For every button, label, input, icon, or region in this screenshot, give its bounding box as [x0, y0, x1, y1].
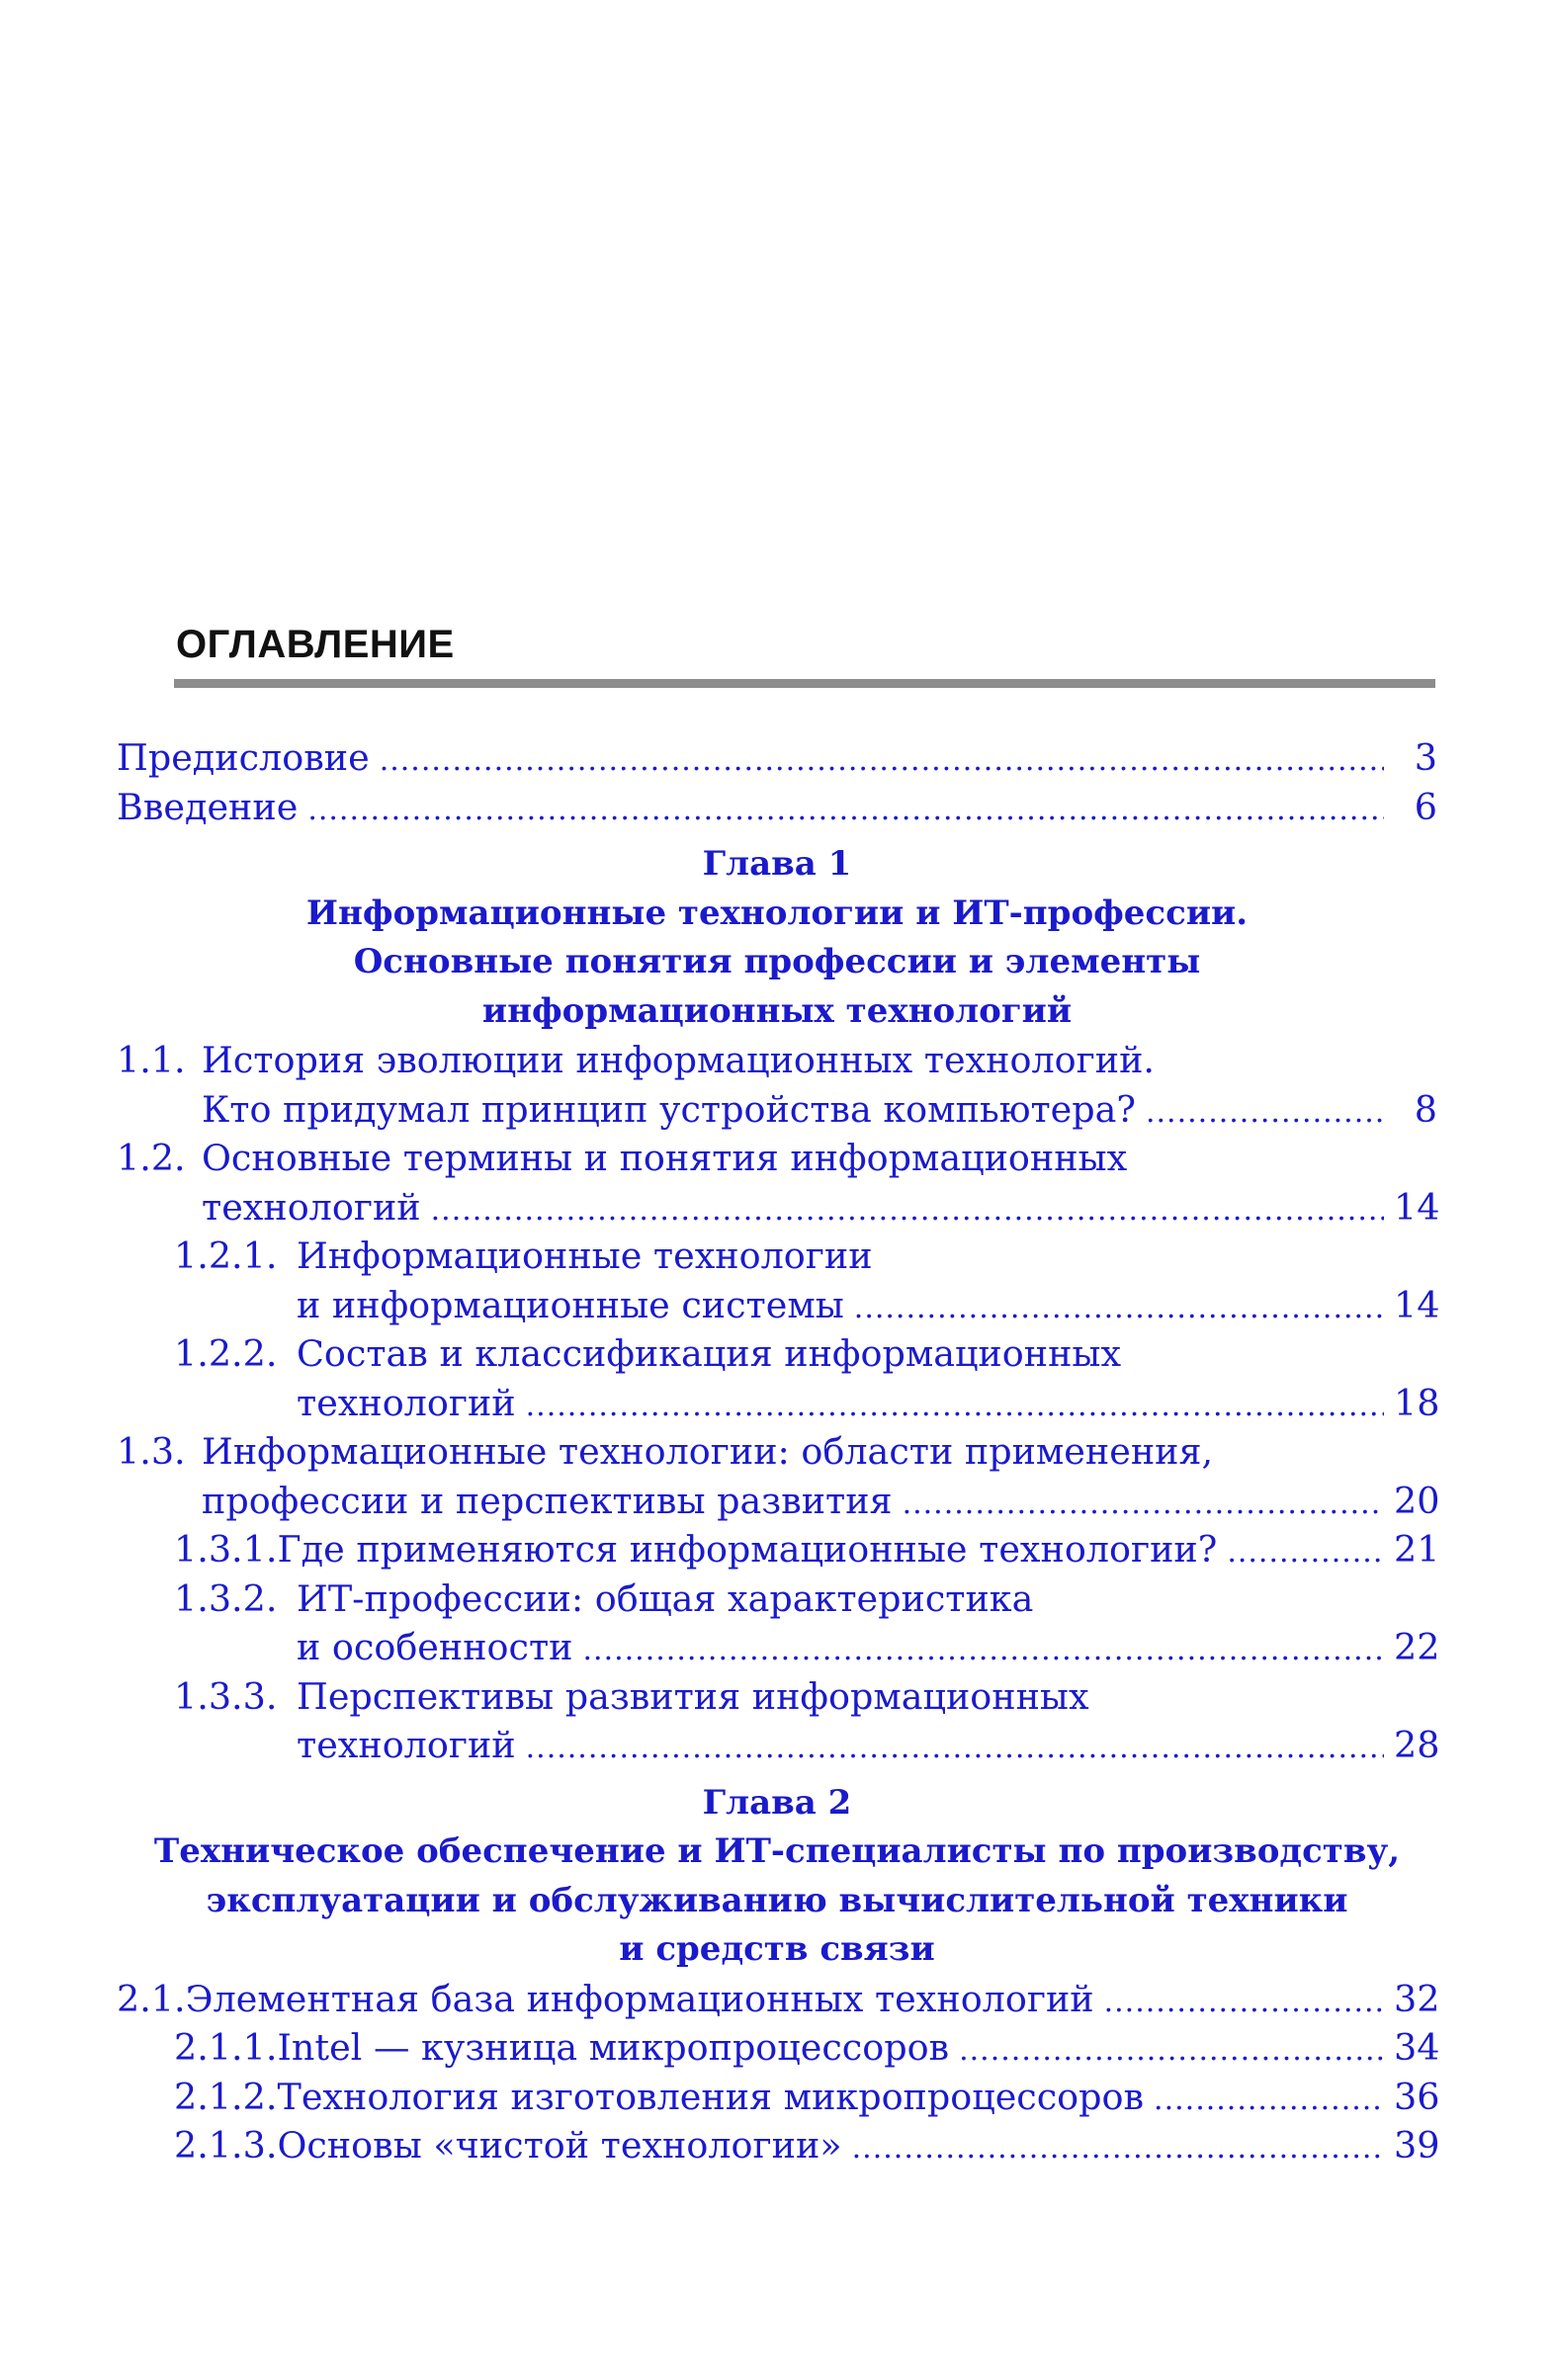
dot-leader	[959, 2026, 1384, 2076]
entry-title-line: технологий	[202, 1185, 421, 1229]
entry-title-line: Перспективы развития информационных	[297, 1674, 1089, 1718]
page-number: 6	[1414, 785, 1437, 828]
page-number: 22	[1394, 1626, 1440, 1668]
entry-title-line: Информационные технологии	[297, 1234, 873, 1277]
chapter-title-line: Основные понятия профессии и элементы	[353, 942, 1201, 981]
entry-number: 1.2.1.	[174, 1234, 278, 1277]
chapter-label: Глава 2	[702, 1782, 852, 1823]
entry-title-line: и информационные системы	[297, 1283, 844, 1326]
toc-entry-1-1[interactable]	[117, 1036, 1437, 1134]
toc-entry-1-2-1[interactable]	[117, 1232, 1440, 1329]
entry-title: Элементная база информационных технологий	[185, 1977, 1094, 2020]
entry-number: 2.1.2.	[174, 2075, 278, 2118]
entry-number: 1.3.3.	[174, 1674, 278, 1718]
entry-title: Основы «чистой технологии»	[277, 2124, 842, 2167]
chapter-title-line: эксплуатации и обслуживанию вычислительной техники	[206, 1880, 1348, 1920]
page-number: 21	[1394, 1528, 1440, 1571]
dot-leader	[583, 1626, 1385, 1675]
entry-number: 1.3.2.	[174, 1576, 278, 1620]
chapter-title-line: и средств связи	[619, 1929, 935, 1969]
chapter-1-heading	[117, 840, 1437, 1036]
toc-entry-introduction[interactable]	[117, 783, 1437, 832]
page-number: 28	[1394, 1724, 1440, 1766]
chapter-title-line: Техническое обеспечение и ИТ-специалисты по производству,	[153, 1831, 1401, 1871]
toc-entry-1-2-2[interactable]	[117, 1329, 1440, 1427]
entry-number: 1.3.1.	[174, 1528, 278, 1571]
page-number: 36	[1394, 2075, 1440, 2118]
dot-leader	[431, 1186, 1384, 1235]
page-number: 39	[1394, 2124, 1440, 2167]
entry-title-line: и особенности	[297, 1626, 573, 1668]
page-number: 32	[1394, 1977, 1440, 2020]
entry-number: 1.1.	[117, 1039, 186, 1081]
entry-title: Intel — кузница микропроцессоров	[277, 2026, 950, 2069]
entry-title-line: Состав и классификация информационных	[297, 1332, 1122, 1375]
dot-leader	[380, 736, 1384, 786]
chapter-title-line: информационных технологий	[481, 990, 1073, 1031]
entry-title-line: Основные термины и понятия информационных	[202, 1137, 1128, 1179]
toc-entry-1-3-3[interactable]	[117, 1672, 1440, 1770]
entry-title: Где применяются информационные технологии?	[277, 1528, 1218, 1571]
entry-title-line: профессии и перспективы развития	[202, 1479, 893, 1522]
page-number: 8	[1414, 1087, 1437, 1131]
entry-number: 2.1.1.	[174, 2026, 278, 2069]
entry-title-line: технологий	[297, 1724, 516, 1766]
entry-title-line: технологий	[297, 1381, 516, 1424]
chapter-2-heading	[117, 1779, 1437, 1975]
entry-title-line: Кто придумал принцип устройства компьютера?	[202, 1087, 1136, 1131]
toc-heading: ОГЛАВЛЕНИЕ	[176, 623, 455, 666]
entry-title-line: Информационные технологии: области применения,	[202, 1430, 1214, 1473]
page-number: 14	[1394, 1185, 1440, 1229]
toc-entry-preface[interactable]	[117, 733, 1437, 783]
toc-entry-1-2[interactable]	[117, 1134, 1440, 1232]
dot-leader	[854, 1284, 1384, 1333]
entry-title-line: История эволюции информационных технологий.	[202, 1039, 1156, 1081]
dot-leader	[307, 786, 1384, 835]
page-number: 34	[1394, 2026, 1440, 2069]
toc-entry-1-3-1[interactable]	[117, 1525, 1440, 1574]
entry-title: Технология изготовления микропроцессоров	[277, 2075, 1145, 2118]
page-number: 14	[1394, 1283, 1440, 1326]
dot-leader	[852, 2124, 1384, 2173]
toc-entry-1-3[interactable]	[117, 1427, 1440, 1525]
dot-leader	[1146, 1088, 1384, 1138]
dot-leader	[1154, 2076, 1384, 2125]
chapter-title-line: Информационные технологии и ИТ-профессии.	[305, 892, 1249, 933]
entry-number: 2.1.	[117, 1977, 186, 2020]
entry-number: 1.3.	[117, 1430, 186, 1473]
toc-entry-2-1[interactable]	[117, 1975, 1440, 2024]
dot-leader	[1227, 1528, 1384, 1577]
page-number: 20	[1394, 1479, 1440, 1522]
entry-title: Введение	[117, 785, 299, 828]
toc-entry-2-1-2[interactable]	[117, 2073, 1440, 2122]
entry-title: Предисловие	[117, 736, 370, 779]
dot-leader	[526, 1724, 1384, 1773]
toc-entry-2-1-1[interactable]	[117, 2023, 1440, 2073]
entry-number: 2.1.3.	[174, 2124, 278, 2167]
entry-title-line: ИТ-профессии: общая характеристика	[297, 1576, 1034, 1620]
page-number: 18	[1394, 1381, 1440, 1424]
table-of-contents	[117, 733, 1440, 2170]
dot-leader	[1104, 1978, 1384, 2027]
heading-rule	[174, 679, 1435, 688]
toc-entry-1-3-2[interactable]	[117, 1574, 1440, 1672]
entry-number: 1.2.	[117, 1137, 186, 1179]
entry-number: 1.2.2.	[174, 1332, 278, 1375]
dot-leader	[526, 1382, 1384, 1431]
page-number: 3	[1414, 736, 1437, 779]
dot-leader	[903, 1480, 1384, 1529]
chapter-label: Глава 1	[702, 844, 852, 884]
toc-entry-2-1-3[interactable]	[117, 2121, 1440, 2170]
